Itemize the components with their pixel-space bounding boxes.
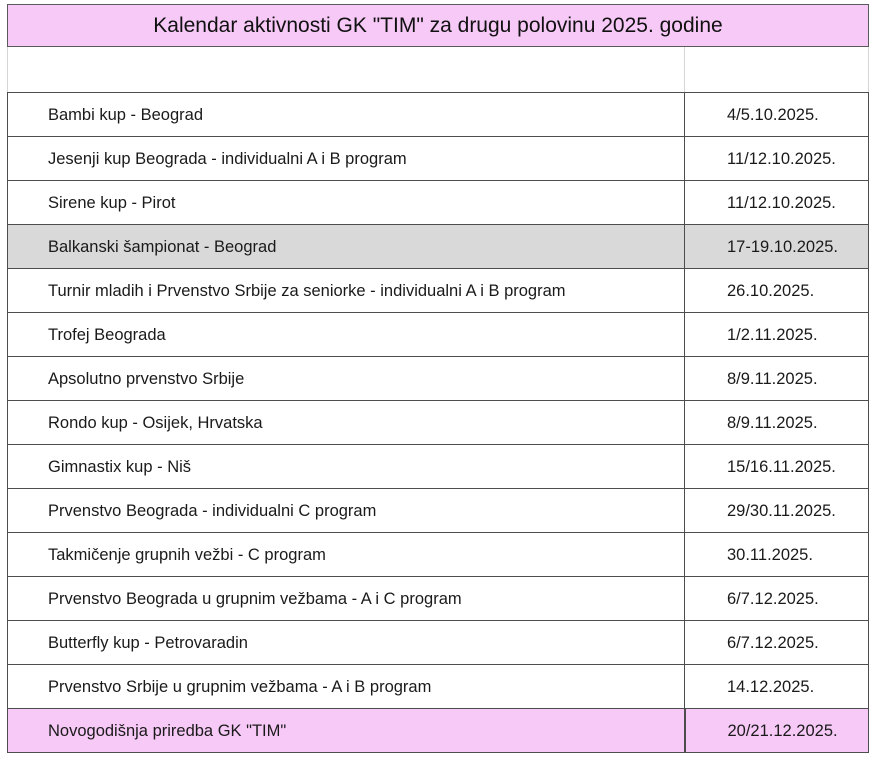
event-name-cell: Sirene kup - Pirot [8, 181, 685, 225]
event-name-cell: Butterfly kup - Petrovaradin [8, 621, 685, 665]
event-name-cell: Takmičenje grupnih vežbi - C program [8, 533, 685, 577]
table-row [8, 709, 869, 753]
event-name-cell: Turnir mladih i Prvenstvo Srbije za seniorke - individualni A i B program [8, 269, 685, 313]
event-date-cell: 14.12.2025. [685, 665, 869, 709]
table-row [8, 489, 869, 533]
event-date-cell: 6/7.12.2025. [685, 577, 869, 621]
event-date-cell: 6/7.12.2025. [685, 621, 869, 665]
event-name-cell: Prvenstvo Beograda u grupnim vežbama - A i C program [8, 577, 685, 621]
event-name-cell: Rondo kup - Osijek, Hrvatska [8, 401, 685, 445]
event-date-cell: 4/5.10.2025. [685, 93, 869, 137]
event-date-cell: 8/9.11.2025. [685, 401, 869, 445]
event-name-cell: Gimnastix kup - Niš [8, 445, 685, 489]
event-date-cell: 29/30.11.2025. [685, 489, 869, 533]
table-row [8, 181, 869, 225]
table-row [8, 225, 869, 269]
event-name-cell: Apsolutno prvenstvo Srbije [8, 357, 685, 401]
event-name-cell: Novogodišnja priredba GK "TIM" [8, 709, 685, 753]
event-date-cell: 11/12.10.2025. [685, 137, 869, 181]
column-divider [684, 47, 685, 92]
page-title-text: Kalendar aktivnosti GK "TIM" za drugu polovinu 2025. godine [153, 13, 723, 37]
event-name-cell: Trofej Beograda [8, 313, 685, 357]
event-date-cell: 1/2.11.2025. [685, 313, 869, 357]
event-date-cell: 15/16.11.2025. [685, 445, 869, 489]
table-row [8, 313, 869, 357]
empty-header-row [7, 47, 869, 92]
event-date-cell: 26.10.2025. [685, 269, 869, 313]
event-name-cell: Bambi kup - Beograd [8, 93, 685, 137]
table-row [8, 93, 869, 137]
table-row [8, 445, 869, 489]
table-row [8, 401, 869, 445]
event-name-cell: Prvenstvo Beograda - individualni C program [8, 489, 685, 533]
table-row [8, 621, 869, 665]
event-name-cell: Balkanski šampionat - Beograd [8, 225, 685, 269]
event-name-cell: Jesenji kup Beograda - individualni A i B program [8, 137, 685, 181]
table-row [8, 577, 869, 621]
table-row [8, 533, 869, 577]
events-table [7, 92, 869, 753]
table-row [8, 137, 869, 181]
event-date-cell: 30.11.2025. [685, 533, 869, 577]
table-row [8, 269, 869, 313]
page-title [7, 4, 869, 47]
event-date-cell: 11/12.10.2025. [685, 181, 869, 225]
event-name-cell: Prvenstvo Srbije u grupnim vežbama - A i B program [8, 665, 685, 709]
event-date-cell: 20/21.12.2025. [685, 709, 869, 753]
table-row [8, 357, 869, 401]
event-date-cell: 8/9.11.2025. [685, 357, 869, 401]
table-row [8, 665, 869, 709]
event-date-cell: 17-19.10.2025. [685, 225, 869, 269]
events-table-body [8, 93, 869, 753]
